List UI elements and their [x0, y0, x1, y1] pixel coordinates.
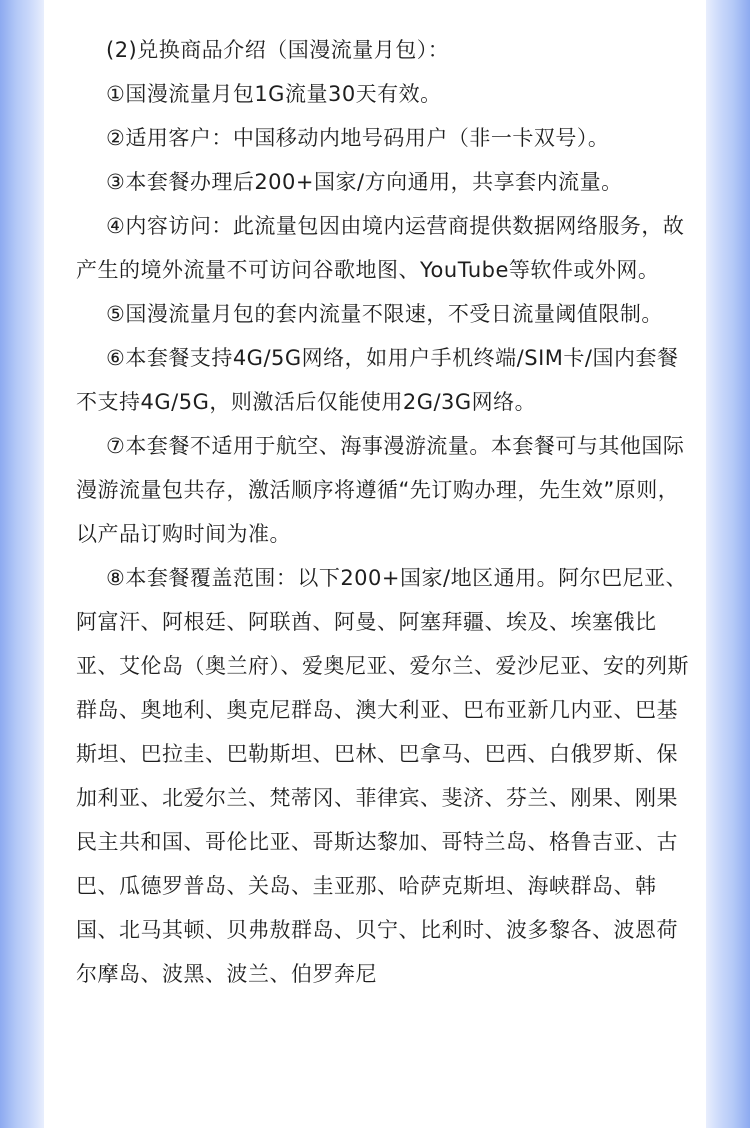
paragraph-eligible-users: ②适用客户：中国移动内地号码用户（非一卡双号）。 — [106, 126, 610, 150]
right-border-decoration — [722, 0, 750, 1128]
paragraph-speed-limit: ⑤国漫流量月包的套内流量不限速，不受日流量阈值限制。 — [106, 302, 663, 326]
paragraph-exclusions: ⑦本套餐不适用于航空、海事漫游流量。本套餐可与其他国际漫游流量包共存，激活顺序将遵循“先订购办理，先生效”原则，以产品订购时间为准。 — [76, 434, 685, 546]
left-inner-shade — [28, 0, 44, 1128]
paragraph-coverage-sharing: ③本套餐办理后200+国家/方向通用，共享套内流量。 — [106, 170, 623, 194]
paragraph-country-list: ⑧本套餐覆盖范围：以下200+国家/地区通用。阿尔巴尼亚、阿富汗、阿根廷、阿联酋、阿曼、阿塞拜疆、埃及、埃塞俄比亚、艾伦岛（奥兰府）、爱奥尼亚、爱尔兰、爱沙尼亚、安的列斯群岛、奥地利、奥克尼群岛、澳大利亚、巴布亚新几内亚、巴基斯坦、巴拉圭、巴勒斯坦、巴林、巴拿马、巴西、白俄罗斯、保加利亚、北爱尔兰、梵蒂冈、菲律宾、斐济、芬兰、刚果、刚果民主共和国、哥伦比亚、哥斯达黎加、哥特兰岛、格鲁吉亚、古巴、瓜德罗普岛、关岛、圭亚那、哈萨克斯坦、海峡群岛、韩国、北马其顿、贝弗敖群岛、贝宁、比利时、波多黎各、波恩荷尔摩岛、波黑、波兰、伯罗奔尼 — [76, 566, 689, 986]
paragraph-validity: ①国漫流量月包1G流量30天有效。 — [106, 82, 442, 106]
paragraph-content-access: ④内容访问：此流量包因由境内运营商提供数据网络服务，故产生的境外流量不可访问谷歌地图、YouTube等软件或外网。 — [76, 214, 685, 282]
description-text-block — [76, 28, 696, 996]
section-heading: (2)兑换商品介绍（国漫流量月包）： — [106, 38, 450, 62]
left-border-decoration — [0, 0, 28, 1128]
right-inner-shade — [706, 0, 722, 1128]
paragraph-network-support: ⑥本套餐支持4G/5G网络，如用户手机终端/SIM卡/国内套餐不支持4G/5G，则激活后仅能使用2G/3G网络。 — [76, 346, 679, 414]
